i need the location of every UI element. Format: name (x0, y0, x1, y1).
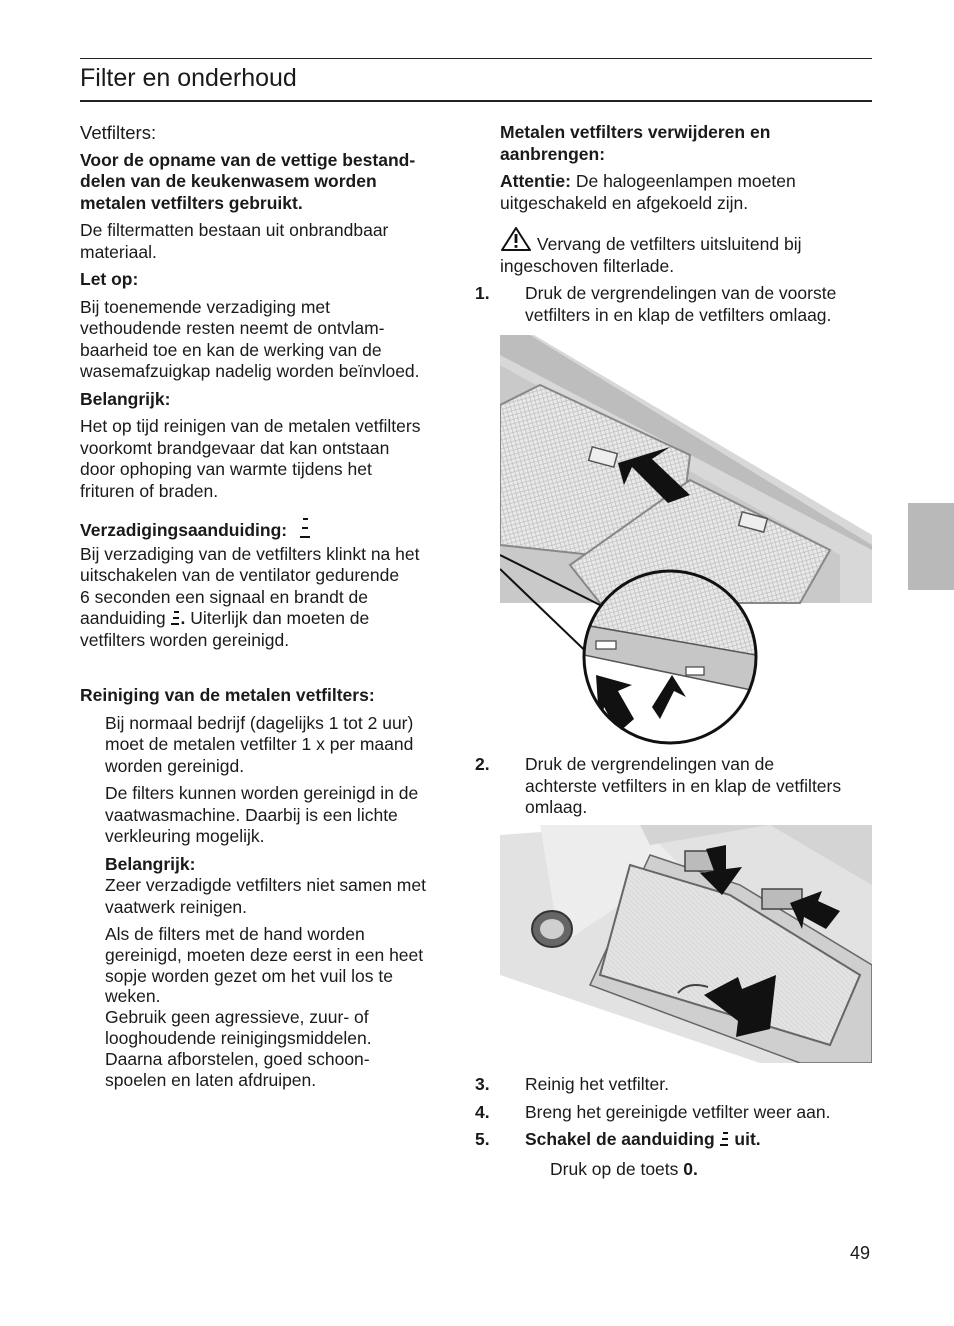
cleaning-block (80, 713, 460, 1091)
letop-label: Let op: (80, 269, 139, 289)
step-5 (475, 1129, 880, 1151)
text-line: vaatwerk reinigen. (105, 896, 248, 917)
rear-filter-illustration (500, 825, 872, 1063)
cleaning-important-paragraph (105, 875, 460, 918)
text-line: Het op tijd reinigen van de metalen vetfilters (80, 416, 421, 436)
front-filter-illustration (500, 335, 872, 745)
cleaning-heading: Reiniging van de metalen vetfilters: (80, 685, 375, 705)
section-heading-vetfilters: Vetfilters: (80, 122, 157, 143)
attention-paragraph (500, 171, 880, 214)
text-line: uitschakelen van de ventilator gedurende (80, 565, 400, 585)
intro-line: delen van de keukenwasem worden (80, 171, 377, 191)
text-line: looghoudende reinigingsmiddelen. (105, 1027, 372, 1048)
key-zero: 0. (683, 1158, 698, 1179)
text-line: aanbrengen: (500, 143, 606, 164)
cleaning-important-label: Belangrijk: (105, 853, 196, 874)
step-5-substep (500, 1159, 880, 1181)
letop-paragraph (80, 297, 460, 383)
step-number: 3. (475, 1074, 490, 1094)
warning-paragraph (500, 226, 880, 277)
text-line: Gebruik geen agressieve, zuur- of (105, 1007, 369, 1028)
text-line: Druk de vergrendelingen van de voorste (525, 283, 837, 303)
page-title: Filter en onderhoud (80, 64, 297, 92)
text-line: moet de metalen vetfilter 1 x per maand (105, 734, 414, 754)
text-line: Bij verzadiging van de vetfilters klinkt na het (80, 543, 420, 564)
step-4 (475, 1101, 880, 1124)
text-line: wasemafzuigkap nadelig worden beïnvloed. (80, 361, 420, 381)
filtermat-paragraph (80, 220, 460, 263)
saturation-indicator-icon (300, 518, 310, 540)
text-line: De filters kunnen worden gereinigd in de (105, 783, 419, 803)
left-column (80, 122, 460, 1090)
text-line: uitgeschakeld en afgekoeld zijn. (500, 192, 749, 213)
text-line: worden gereinigd. (105, 755, 245, 776)
text-line: weken. (105, 986, 161, 1007)
step-1 (475, 283, 880, 326)
saturation-label-text: Verzadigingsaanduiding: (80, 520, 288, 540)
text-line: ingeschoven filterlade. (500, 255, 675, 276)
intro-line: Voor de opname van de vettige bestand- (80, 149, 416, 170)
text-line: voorkomt brandgevaar dat kan ontstaan (80, 437, 390, 458)
text-line: 6 seconden een signaal en brandt de (80, 586, 369, 607)
text-line: Bij toenemende verzadiging met (80, 296, 331, 317)
text-line: achterste vetfilters in en klap de vetfilters (525, 775, 842, 796)
text-fragment: Uiterlijk dan moeten de (190, 608, 370, 628)
step-text: Reinig het vetfilter. (525, 1074, 669, 1094)
warning-triangle-icon (500, 226, 532, 252)
text-line: Bij normaal bedrijf (dagelijks 1 tot 2 uur) (105, 712, 414, 733)
text-line: vetfilters in en klap de vetfilters omlaag. (525, 304, 832, 325)
text-fragment: aanduiding (80, 608, 166, 628)
step-number: 5. (475, 1129, 490, 1149)
step-number: 2. (475, 754, 490, 774)
cleaning-paragraph-1 (105, 713, 460, 778)
text-line: Daarna afborstelen, goed schoon- (105, 1048, 370, 1069)
text-line: Als de filters met de hand worden (105, 924, 365, 944)
saturation-paragraph: Bij verzadiging van de vetfilters klinkt na het uitschakelen van de ventilator gedurende 6 seconden een signaal en brandt de aanduiding . Uiterlijk dan moeten de vetfilters worden gereinigd. (80, 543, 420, 650)
step-text: uit. (734, 1129, 761, 1149)
text-fragment: De halogeenlampen moeten (575, 171, 796, 191)
step-text: Breng het gereinigde vetfilter weer aan. (525, 1101, 831, 1122)
removal-heading (500, 122, 880, 165)
saturation-indicator-icon (171, 610, 181, 626)
cleaning-paragraph-3 (105, 924, 460, 1090)
text-line: gereinigd, moeten deze eerst in een heet (105, 944, 424, 965)
right-column-steps (475, 1074, 880, 1180)
section-tab-marker (908, 503, 954, 590)
page-number: 49 (850, 1243, 871, 1263)
title-rule (80, 100, 872, 102)
saturation-label (80, 518, 460, 542)
step-3 (475, 1074, 880, 1096)
text-line: vaatwasmachine. Daarbij is een lichte (105, 804, 398, 825)
right-column-top (475, 122, 880, 326)
text-line: verkleuring mogelijk. (105, 826, 265, 846)
top-rule (80, 58, 872, 59)
text-line: frituren of braden. (80, 480, 219, 501)
step-number: 1. (475, 283, 490, 303)
text-line: materiaal. (80, 241, 157, 262)
text-line: sopje worden gezet om het vuil los te (105, 965, 393, 986)
saturation-indicator-icon (720, 1131, 730, 1147)
step-text: Schakel de aanduiding (525, 1129, 715, 1149)
text-line: baarheid toe en kan de werking van de (80, 339, 382, 360)
attention-label: Attentie: (500, 171, 571, 191)
intro-bold (80, 150, 460, 215)
text-line: omlaag. (525, 797, 588, 817)
intro-line: metalen vetfilters gebruikt. (80, 192, 303, 213)
belangrijk-paragraph (80, 416, 460, 502)
step-text: Druk op de toets (550, 1158, 679, 1179)
text-line: De filtermatten bestaan uit onbrandbaar (80, 220, 389, 240)
text-line: Metalen vetfilters verwijderen en (500, 122, 771, 142)
text-line: vethoudende resten neemt de ontvlam- (80, 318, 385, 338)
text-line: Zeer verzadigde vetfilters niet samen met (105, 875, 426, 895)
right-column-step2 (475, 754, 880, 819)
step-number: 4. (475, 1101, 490, 1122)
text-fragment: Vervang de vetfilters uitsluitend bij (536, 234, 802, 254)
belangrijk-label: Belangrijk: (80, 388, 171, 409)
step-2 (475, 754, 880, 819)
text-line: vetfilters worden gereinigd. (80, 629, 290, 650)
text-line: Druk de vergrendelingen van de (525, 754, 775, 774)
text-line: door ophoping van warmte tijdens het (80, 459, 372, 479)
text-line: spoelen en laten afdruipen. (105, 1069, 317, 1090)
cleaning-paragraph-2 (105, 783, 460, 848)
